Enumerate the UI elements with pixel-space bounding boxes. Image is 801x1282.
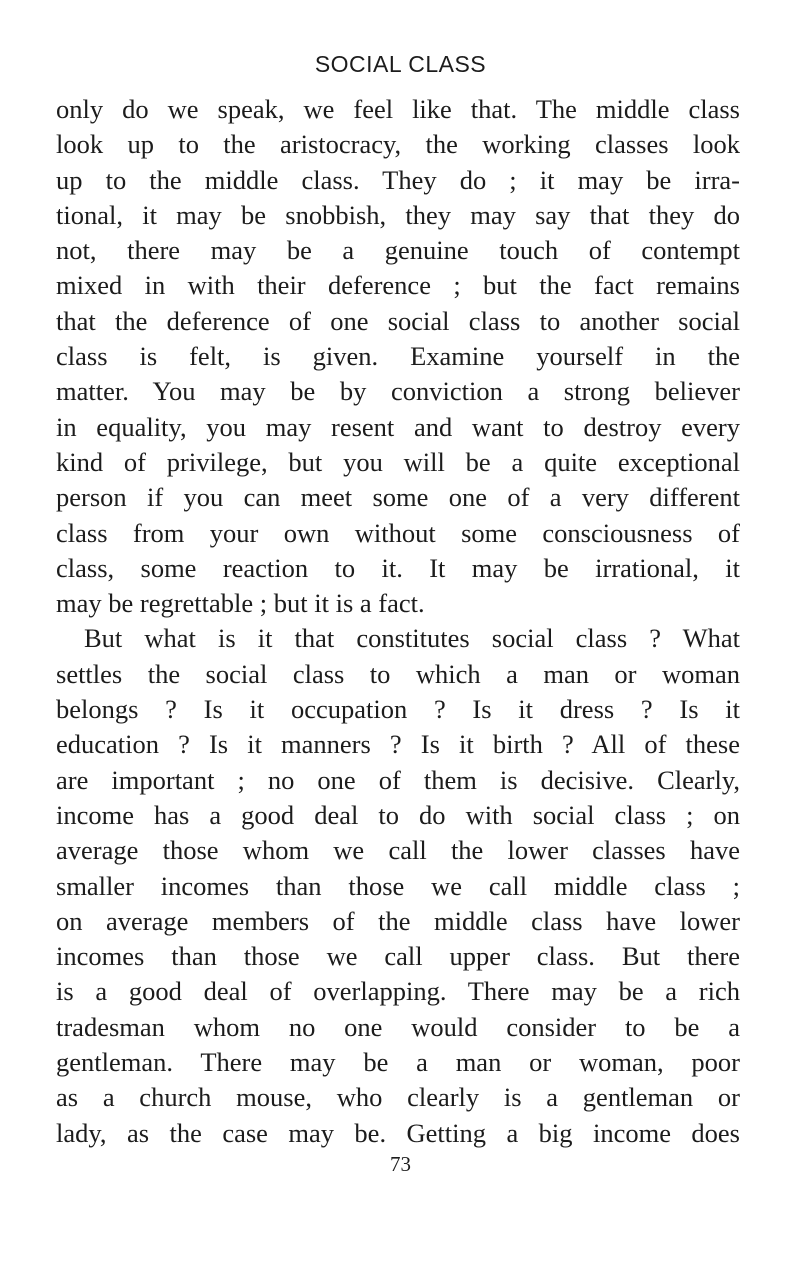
text-line: is a good deal of overlapping. There may be a rich	[56, 976, 740, 1007]
text-line: tional, it may be snobbish, they may say that they do	[56, 199, 740, 230]
text-line: education ? Is it manners ? Is it birth ? All of these	[56, 729, 740, 760]
text-line: matter. You may be by conviction a strong believer	[56, 376, 740, 407]
text-line: are important ; no one of them is decisive. Clearly,	[56, 764, 740, 795]
running-head: SOCIAL CLASS	[314, 51, 487, 77]
text-line: class, some reaction to it. It may be irrational, it	[56, 552, 740, 583]
text-line: kind of privilege, but you will be a quite exceptional	[56, 446, 740, 477]
text-line: lady, as the case may be. Getting a big income does	[56, 1117, 740, 1148]
text-line: only do we speak, we feel like that. The middle class	[56, 94, 740, 124]
text-line: gentleman. There may be a man or woman, poor	[56, 1047, 740, 1078]
text-line: as a church mouse, who clearly is a gentleman or	[56, 1082, 740, 1113]
text-line: belongs ? Is it occupation ? Is it dress ? Is it	[56, 694, 740, 725]
text-line: smaller incomes than those we call middle class ;	[56, 870, 740, 901]
text-line: class is felt, is given. Examine yourself in the	[56, 341, 740, 372]
text-line: not, there may be a genuine touch of contempt	[56, 235, 740, 266]
text-line: income has a good deal to do with social class ; on	[56, 799, 740, 830]
text-line: up to the middle class. They do ; it may be irra-	[56, 164, 740, 195]
text-line: tradesman whom no one would consider to be a	[56, 1011, 740, 1042]
text-line: person if you can meet some one of a very different	[56, 482, 740, 513]
text-line: class from your own without some consciousness of	[56, 517, 740, 548]
body-text	[56, 92, 740, 1151]
text-line: average those whom we call the lower classes have	[56, 835, 740, 866]
text-line: on average members of the middle class have lower	[56, 905, 740, 936]
paragraph-start-line: But what is it that constitutes social class ? What	[84, 623, 740, 654]
page-number: 73	[390, 1152, 411, 1176]
text-line: settles the social class to which a man or woman	[56, 658, 740, 689]
paragraph-end-line: may be regrettable ; but it is a fact.	[56, 588, 425, 619]
text-line: that the deference of one social class to another social	[56, 305, 740, 336]
text-line: incomes than those we call upper class. But there	[56, 941, 740, 972]
text-line: in equality, you may resent and want to destroy every	[56, 411, 740, 442]
text-line: mixed in with their deference ; but the fact remains	[56, 270, 740, 301]
text-line: look up to the aristocracy, the working classes look	[56, 129, 740, 160]
